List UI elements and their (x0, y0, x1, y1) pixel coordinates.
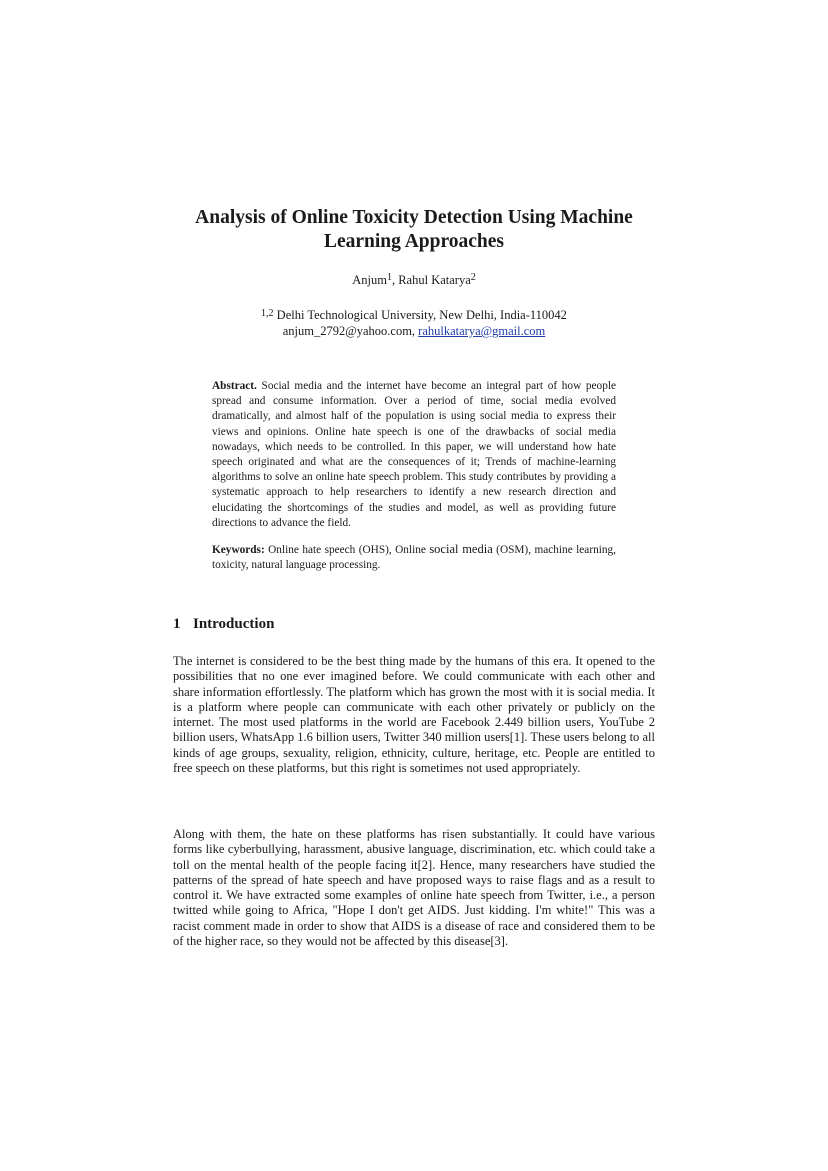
email-text: anjum_2792@yahoo.com, (282, 324, 419, 338)
title-line-1: Analysis of Online Toxicity Detection Using Machine (195, 207, 633, 228)
author-separator: , (391, 273, 399, 287)
affiliation-line (150, 306, 678, 323)
keywords-label: Keywords: (212, 544, 265, 556)
section-number: 1 (173, 616, 181, 632)
author-list (150, 272, 678, 288)
abstract-text: Social media and the internet have become an integral part of how people spread and consume information. Over a period of time, social media evolved dramatically, and almost half of the population is using social media to express their views and opinions. Online hate speech is one of the drawbacks of social media nowadays, which needs to be controlled. In this paper, we will understand how hate speech originated and what are the consequences of it; Trends of machine-learning algorithms to solve an online hate speech problem. This study contributes by providing a systematic approach to help researchers to identify a new research direction and elucidating the shortcomings of the studies and model, as well as providing future directions to advance the field. (212, 380, 616, 529)
author-affiliation-mark: 1 (386, 272, 392, 283)
section-heading (173, 616, 274, 633)
keywords-text: social media (429, 542, 493, 556)
keywords-text: Online hate speech (OHS), Online (264, 544, 430, 556)
author-name: Rahul Katarya (398, 273, 471, 287)
paper-title (150, 206, 678, 254)
abstract-label: Abstract. (212, 380, 257, 392)
body-paragraph: The internet is considered to be the best thing made by the humans of this era. It opened to the possibilities that no one ever imagined before. We could communicate with each other and share information effortlessly. The platform which has grown the most with it is social media. It is a platform where people can communicate with each other privately or publicly on the internet. The most used platforms in the world are Facebook 2.449 billion users, YouTube 2 billion users, WhatsApp 1.6 billion users, Twitter 340 million users[1]. These users belong to all kinds of age groups, sexuality, religion, ethnicity, culture, heritage, etc. People are entitled to free speech on these platforms, but this right is sometimes not used appropriately. (173, 654, 655, 776)
email-line (150, 323, 678, 339)
affiliation-mark: 1,2 (261, 308, 274, 319)
keywords (212, 542, 616, 573)
author-name: Anjum (352, 273, 387, 287)
affiliation-block (150, 306, 678, 339)
abstract (212, 379, 616, 531)
body-paragraph: Along with them, the hate on these platforms has risen substantially. It could have various forms like cyberbullying, harassment, abusive language, discrimination, etc. which could take a toll on the mental health of the people facing it[2]. Hence, many researchers have studied the patterns of the spread of hate speech and have proposed ways to raise flags and as a result to control it. We have extracted some examples of online hate speech from Twitter, i.e., a person twitted while going to Africa, "Hope I don't get AIDS. Just kidding. I'm white!" This was a racist comment made in order to show that AIDS is a disease of race and considered them to be of the higher race, so they would not be affected by this disease[3]. (173, 827, 655, 949)
title-line-2: Learning Approaches (323, 231, 505, 252)
section-title: Introduction (193, 616, 275, 632)
affiliation-text: Delhi Technological University, New Delhi, India-110042 (273, 308, 567, 322)
email-link[interactable]: rahulkatarya@gmail.com (418, 324, 546, 338)
keywords-text: (OSM), machine learning, toxicity, natural language processing. (212, 544, 616, 572)
author-affiliation-mark: 2 (470, 272, 476, 283)
